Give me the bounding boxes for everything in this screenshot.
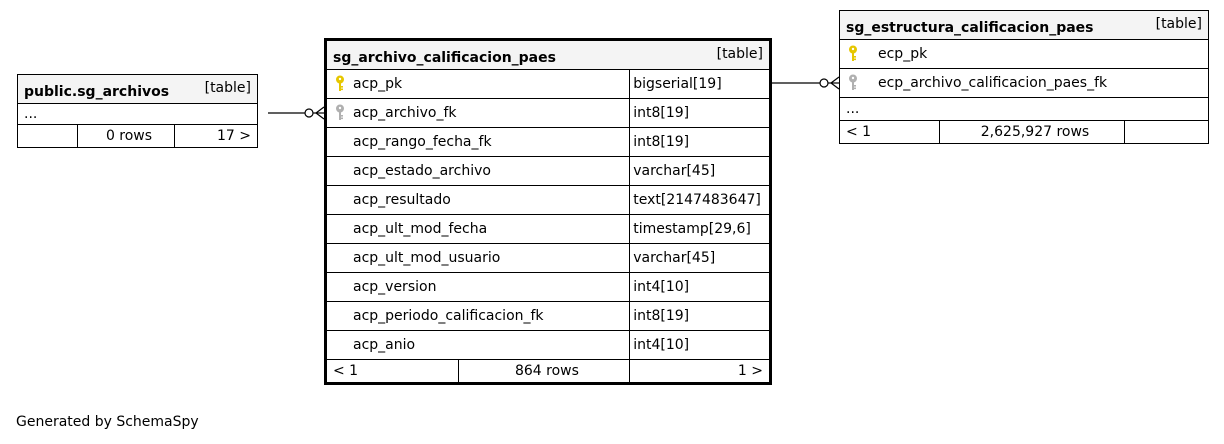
footer-row-count: 0 rows (78, 125, 175, 148)
table-name: sg_archivo_calificacion_paes (333, 49, 556, 66)
column-name: acp_periodo_calificacion_fk (353, 308, 544, 324)
column-name: acp_rango_fecha_fk (353, 134, 492, 150)
column-name: acp_anio (353, 337, 416, 353)
footer-next-link[interactable]: 1 > (630, 360, 771, 384)
column-type: int8[19] (630, 128, 771, 157)
column-type: int4[10] (630, 331, 771, 360)
column-name: acp_ult_mod_usuario (353, 250, 501, 266)
column-type: int4[10] (630, 273, 771, 302)
table-tag: [table] (204, 80, 251, 96)
crow-foot-marker (831, 77, 839, 83)
table-tag: [table] (716, 46, 763, 62)
footer-prev-link[interactable]: < 1 (840, 121, 940, 144)
footer-prev-link[interactable]: < 1 (326, 360, 459, 384)
edge-sg-archivos-to-main[interactable] (268, 107, 324, 119)
ellipsis-row: ... (840, 98, 1209, 121)
column-type: int8[19] (630, 99, 771, 128)
edge-main-to-estructura[interactable] (772, 77, 839, 89)
column-type: timestamp[29,6] (630, 215, 771, 244)
table-tag: [table] (1155, 16, 1202, 32)
column-type: int8[19] (630, 302, 771, 331)
column-name: ecp_pk (878, 46, 928, 62)
column-type: varchar[45] (630, 244, 771, 273)
column-name: acp_pk (353, 76, 403, 92)
table-name: public.sg_archivos (24, 83, 170, 100)
column-name: acp_resultado (353, 192, 451, 208)
column-type: bigserial[19] (630, 70, 771, 99)
table-name: sg_estructura_calificacion_paes (846, 19, 1094, 36)
column-type: varchar[45] (630, 157, 771, 186)
zero-cardinality-marker (820, 79, 828, 87)
generated-by-label: Generated by SchemaSpy (16, 414, 199, 430)
footer-row-count: 864 rows (458, 360, 630, 384)
footer-row-count: 2,625,927 rows (940, 121, 1125, 144)
column-name: acp_version (353, 279, 437, 295)
footer-next-link[interactable]: 17 > (175, 125, 258, 148)
ellipsis-row: ... (18, 104, 258, 125)
column-name: acp_ult_mod_fecha (353, 221, 488, 237)
column-type: text[2147483647] (630, 186, 771, 215)
column-name: acp_archivo_fk (353, 105, 457, 121)
zero-cardinality-marker (305, 109, 313, 117)
column-name: acp_estado_archivo (353, 163, 491, 179)
column-name: ecp_archivo_calificacion_paes_fk (878, 75, 1108, 91)
crow-foot-marker (316, 107, 324, 113)
